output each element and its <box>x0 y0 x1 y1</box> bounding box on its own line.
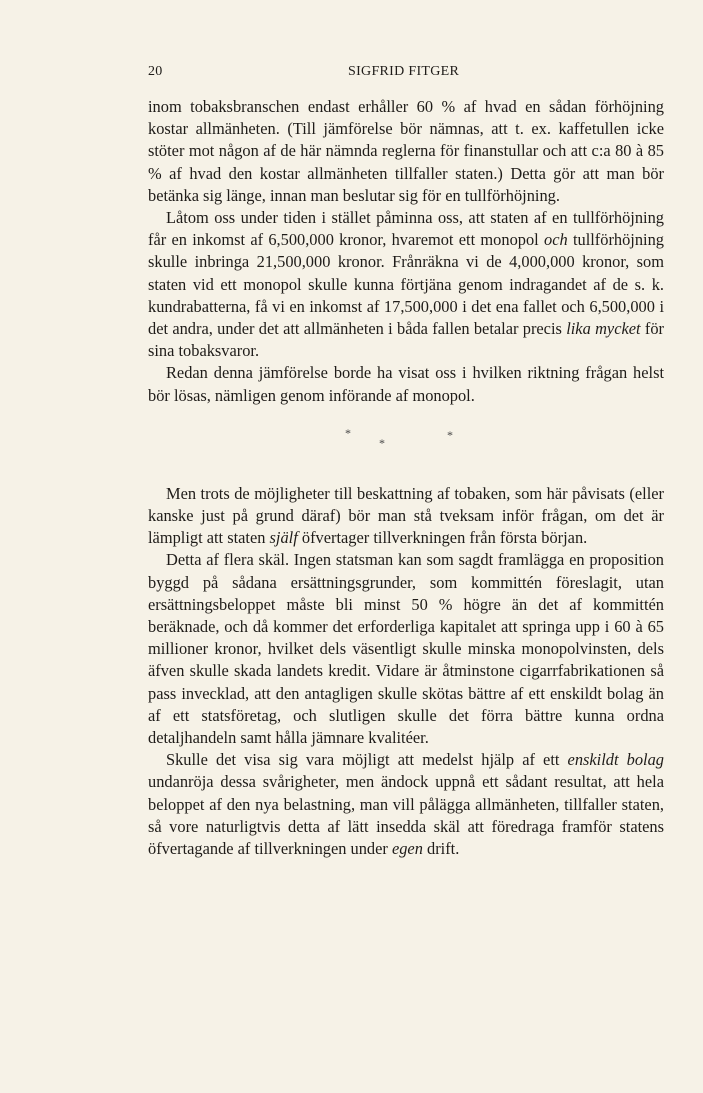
text-run: för sina tobaksvaror. <box>148 319 664 361</box>
italic-text: enskildt bolag <box>567 750 664 770</box>
text-run: Låtom oss under tiden i stället påminna oss, att staten af en tullförhöjning får en inkomst af 6,500,000 kronor, hvaremot ett monopol <box>148 208 664 250</box>
paragraph <box>148 96 664 207</box>
paragraph <box>148 483 664 550</box>
text-run: inom tobaksbranschen endast erhåller 60 % af hvad en sådan förhöjning kostar allmänheten. (Till jämförelse bör nämnas, att t. ex. kaffetullen icke stöter mot någon af de här nämnda reglerna för finanstullar och att c:a 80 à 85 % af hvad den kostar allmänheten tillfaller staten.) Detta gör att man bör betänka sig länge, innan man beslutar sig för en tullförhöjning. <box>148 97 664 205</box>
page-number: 20 <box>148 64 163 79</box>
paragraph <box>148 749 664 860</box>
italic-text: egen <box>391 839 423 859</box>
asterisk-mark: * <box>379 435 385 450</box>
asterisk-mark: * <box>345 425 351 440</box>
paragraph <box>148 362 664 406</box>
text-run: Redan denna jämförelse borde ha visat oss i hvilken riktning frågan helst bör lösas, nämligen genom införande af monopol. <box>148 363 664 405</box>
italic-text: och <box>544 230 568 250</box>
body-text <box>148 96 664 860</box>
text-run: Detta af flera skäl. Ingen statsman kan som sagdt framlägga en proposition byggd på sådana ersättningsgrunder, som kommittén föreslagit, utan ersättningsbeloppet måste bli minst 50 % högre än det af kommittén beräknade, och då kommer det erforderliga kapitalet att springa upp i 60 à 65 millioner kronor, hvilket dels väsentligt skulle minska monopolvinsten, dels äfven skulle skada landets kredit. Vidare är åtminstone cigarrfabrikationen så pass invecklad, att den antagligen skulle skötas bättre af ett enskildt bolag än af ett statsföretag, och slutligen skulle det förra bättre kunna ordna detaljhandeln samt hålla jämnare kvalitéer. <box>148 550 664 748</box>
section-ornament <box>148 407 664 483</box>
text-run: drift. <box>422 839 460 859</box>
text-run: undanröja dessa svårigheter, men ändock uppnå ett sådant resultat, att hela beloppet af den nya belastning, man vill pålägga allmänheten, tillfaller staten, så vore naturligtvis detta af lätt insedda skäl att föredraga framför statens öfvertagande af tillverkningen under <box>148 772 664 859</box>
text-run: öfvertager tillverkningen från första början. <box>297 528 588 548</box>
text-run: tullförhöjning skulle inbringa 21,500,000 kronor. Frånräkna vi de 4,000,000 kronor, som staten vid ett monopol skulle kunna förtjäna genom indragandet af de s. k. kundrabatterna, få vi en inkomst af 17,500,000 i det ena fallet och 6,500,000 i det andra, under det att allmänheten i båda fallen betalar precis <box>148 230 665 339</box>
paragraph <box>148 207 664 362</box>
page-header <box>148 64 566 84</box>
asterisk-mark: * <box>447 427 453 442</box>
italic-text: lika mycket <box>566 319 641 339</box>
text-block-before-ornament <box>148 96 664 407</box>
text-block-after-ornament <box>148 483 664 860</box>
paragraph <box>148 549 664 749</box>
text-run: Men trots de möjligheter till beskattning af tobaken, som här påvisats (eller kanske just på grund däraf) bör man stå tveksam inför frågan, om det är lämpligt att staten <box>148 483 664 548</box>
running-head: SIGFRID FITGER <box>348 64 460 79</box>
text-run: Skulle det visa sig vara möjligt att medelst hjälp af ett <box>166 750 568 770</box>
italic-text: själf <box>269 528 298 548</box>
